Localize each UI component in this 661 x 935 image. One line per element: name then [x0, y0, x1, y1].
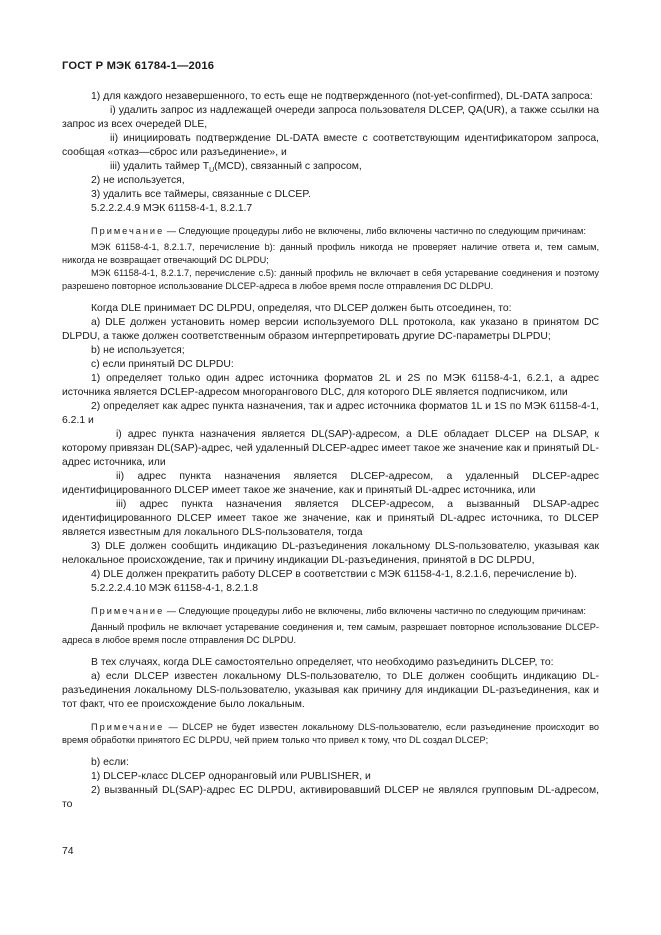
note-text: — Следующие процедуры либо не включены, либо включены частично по следующим причинам: — [164, 606, 586, 616]
note-label: Примечание — [91, 226, 165, 236]
paragraph: ii) инициировать подтверждение DL-DATA вместе с соответствующим идентификатором запроса, сообщая «отказ—сброс или разъединение», и — [62, 133, 599, 158]
note-text: — DLCEP не будет известен локальному DLS-пользователю, если разъединение происходит во время обработки принятого EC DLPDU, чей прием только что привел к тому, что DL создал DLCEP; — [62, 722, 599, 745]
note — [62, 721, 599, 747]
note-item: МЭК 61158-4-1, 8.2.1.7, перечисление b): данный профиль никогда не проверяет наличие ответа и, тем самым, никогда не возвращает отвечающий DC DLPDU; — [62, 242, 599, 265]
note-text: — Следующие процедуры либо не включены, либо включены частично по следующим причинам: — [164, 226, 586, 236]
paragraph — [62, 160, 599, 174]
document-body — [62, 90, 599, 812]
paragraph: 1) для каждого незавершенного, то есть еще не подтвержденного (not-yet-confirmed), DL-DATA запроса: — [91, 91, 593, 102]
text-run: (MCD), связанный с запросом, — [214, 161, 362, 172]
paragraph: c) если принятый DC DLPDU: — [91, 359, 234, 370]
paragraph: 3) DLE должен сообщить индикацию DL-разъединения локальному DLS-пользователю, указывая как нелокальное происхождение, так и причину индикации DL-разъединения, принятой в DC DLPDU, — [62, 541, 599, 566]
paragraph: 2) вызванный DL(SAP)-адрес EC DLPDU, активировавший DLCEP не являлся групповым DL-адресом, то — [62, 785, 599, 810]
page-number: 74 — [62, 846, 74, 857]
paragraph: a) DLE должен установить номер версии используемого DLL протокола, как указано в принятом DC DLPDU, а также должен соответственным образом интерпретировать другие DC-параметры DLPDU; — [62, 317, 599, 342]
paragraph: 1) определяет только один адрес источника форматов 2L и 2S по МЭК 61158-4-1, 6.2.1, а адрес источника является DCLEP-адресом многорангового DLC, для которого DLE является подписчиком, или — [62, 373, 599, 398]
section-number: 5.2.2.2.4.10 МЭК 61158-4-1, 8.2.1.8 — [91, 583, 258, 594]
paragraph: В тех случаях, когда DLE самостоятельно определяет, что необходимо разъединить DLCEP, то: — [91, 657, 554, 668]
note — [62, 605, 599, 618]
paragraph: b) не используется; — [91, 345, 185, 356]
paragraph: 2) не используется, — [91, 175, 185, 186]
paragraph: 2) определяет как адрес пункта назначения, так и адрес источника форматов 1L и 1S по МЭК 61158-4-1, 6.2.1 и — [62, 401, 599, 426]
section-number: 5.2.2.2.4.9 МЭК 61158-4-1, 8.2.1.7 — [91, 203, 253, 214]
document-header: ГОСТ Р МЭК 61784-1—2016 — [62, 60, 215, 72]
paragraph: Когда DLE принимает DC DLPDU, определяя, что DLCEP должен быть отсоединен, то: — [91, 303, 512, 314]
paragraph: 3) удалить все таймеры, связанные с DLCEP. — [91, 189, 311, 200]
paragraph: i) адрес пункта назначения является DL(SAP)-адресом, а DLE обладает DLCEP на DLSAP, к которому привязан DL(SAP)-адрес, чей удаленный DLCEP-адрес имеет такое же значение как и принятый DL-адрес источника, или — [62, 429, 599, 468]
paragraph: a) если DLCEP известен локальному DLS-пользователю, то DLE должен сообщить индикацию DL-разъединения локальному DLS-пользователю, указывая как причину для индикации DL-разъединения, как и тот факт, что ее происхождение было локальным. — [62, 671, 599, 710]
subscript: U — [209, 167, 215, 175]
text-run: iii) удалить таймер T — [110, 161, 210, 172]
paragraph: i) удалить запрос из надлежащей очереди запроса пользователя DLCEP, QA(UR), а также ссылки на запрос из всех очередей DLE, — [62, 105, 599, 130]
paragraph: iii) адрес пункта назначения является DLCEP-адресом, а вызванный DLSAP-адрес идентифицированного DLCEP имеет такое же значение, как и принятый DL-адрес источника, то DLCEP является известным для локального DLS-пользователя, тогда — [62, 499, 599, 538]
note-item: МЭК 61158-4-1, 8.2.1.7, перечисление c.5): данный профиль не включает в себя устаревание соединения и поэтому разрешено повторное использование DLCEP-адреса в любое время после отправления DC DLDPU. — [62, 268, 599, 291]
paragraph: ii) адрес пункта назначения является DLCEP-адресом, а удаленный DLCEP-адрес идентифицированного DLCEP имеет такое же значение, как и принятый DL-адрес источника, или — [62, 471, 599, 496]
paragraph: 4) DLE должен прекратить работу DLCEP в соответствии с МЭК 61158-4-1, 8.2.1.6, перечисление b). — [91, 569, 577, 580]
paragraph: b) если: — [91, 757, 129, 768]
note-item: Данный профиль не включает устаревание соединения и, тем самым, разрешает повторное использование DLCEP-адреса в любое время после отправления DC DLPDU. — [62, 622, 599, 645]
note-label: Примечание — [91, 606, 165, 616]
note-label: Примечание — [91, 722, 165, 732]
paragraph: 1) DLCEP-класс DLCEP одноранговый или PUBLISHER, и — [91, 771, 371, 782]
note — [62, 225, 599, 238]
